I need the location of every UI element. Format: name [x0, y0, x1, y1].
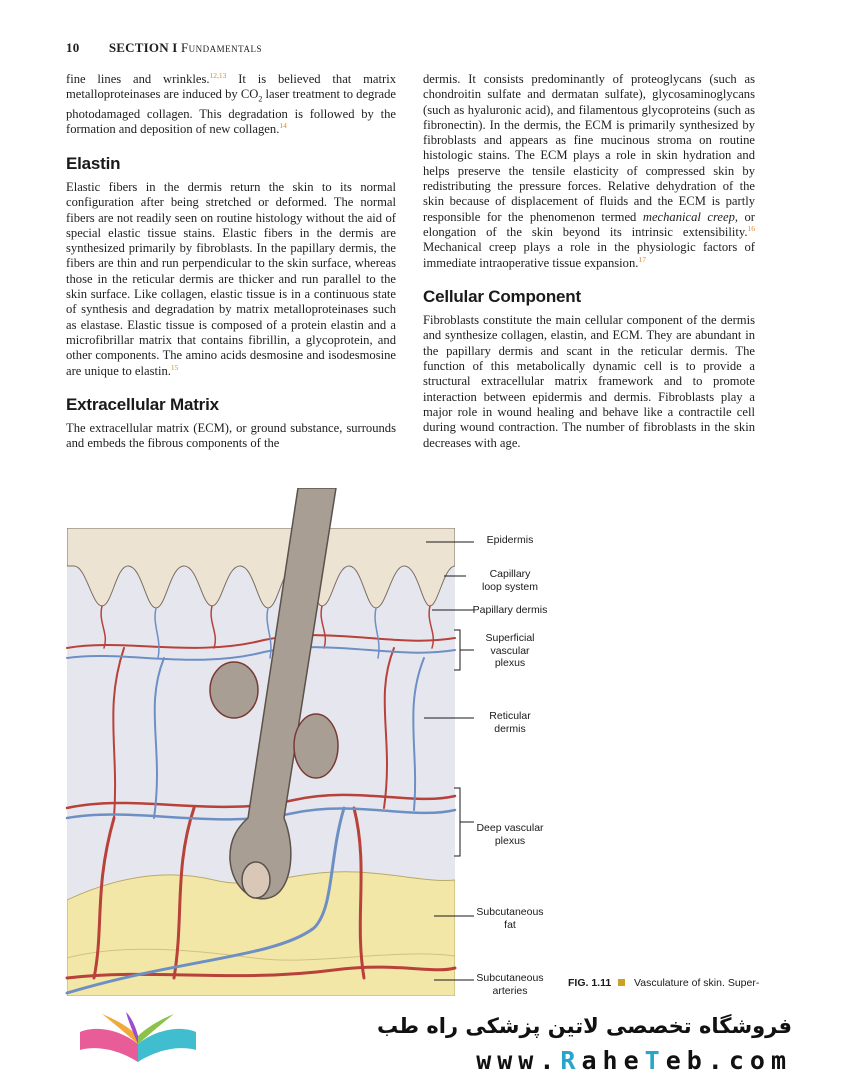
section-label: SECTION I — [108, 40, 178, 55]
caption-square-icon — [618, 979, 625, 986]
cellular-heading: Cellular Component — [423, 286, 581, 306]
skin-vasculature-figure — [34, 488, 810, 996]
page-number: 10 — [66, 40, 80, 55]
label-capillary-loop: Capillary loop system — [481, 568, 539, 593]
ecm-paragraph: The extracellular matrix (ECM), or ground substance, surrounds and embeds the fibrous components of the — [66, 421, 396, 451]
citation-ref: 16 — [747, 223, 755, 233]
citation-ref: 15 — [170, 362, 179, 372]
elastin-paragraph: Elastic fibers in the dermis return the skin to its normal configuration after being stretched or deformed. The normal fibers are not readily seen on routine histology without the aid of special elastic tissue stains. Elastic fibers in the dermis are synthesized primarily by fibroblasts. In the papillary dermis, the fibers are thin and run perpendicular to the skin surface, whereas those in the reticular dermis are thicker and run parallel to the skin surface. Like collagen, elastic tissue is in a continuous state of synthesis and degradation by matrix metalloproteinases such as elastase. Elastic tissue is composed of a protein elastin and a microfibrillar matrix that contains fibrillin, a glycoprotein, and other components. The amino acids desmosine and isodesmosine are unique to elastin.$^{15}$ — [66, 180, 396, 378]
skin-illustration — [34, 488, 810, 996]
figure-caption — [568, 977, 759, 989]
open-book-icon — [76, 1010, 200, 1073]
label-epidermis: Epidermis — [486, 534, 534, 546]
cellular-paragraph: Fibroblasts constitute the main cellular component of the dermis and synthesize collagen, elastin, and ECM. They are abundant in the papillary dermis and scant in the reticular dermis. The function of this metabolically dynamic cell is to provide a structural extracellular matrix framework and to promote interaction between epidermis and dermis. Fibroblasts play a major role in wound healing and behave like a contractile cell during wound contraction. The number of fibroblasts in the skin decreases with age. — [423, 313, 755, 450]
label-papillary-dermis: Papillary dermis — [472, 604, 548, 616]
term-mechanical-creep: mechanical creep — [642, 209, 735, 224]
label-superficial-plexus: Superficial vascular plexus — [485, 632, 535, 669]
label-subcutaneous-arteries: Subcutaneous arteries — [476, 972, 544, 997]
intro-paragraph: fine lines and wrinkles.$^{12,13}$ It is believed that matrix metalloproteinases are induced by $CO_2$ laser treatment to degrade photodamaged collagen. This degradation is followed by the formation and deposition of new collagen.$^{14}$ — [66, 70, 396, 137]
store-url[interactable]: www.RaheTeb.com — [476, 1046, 792, 1075]
caption-text: Vasculature of skin. Super- — [634, 977, 760, 989]
figure-number: FIG. 1.11 — [568, 977, 612, 989]
running-head — [66, 40, 262, 56]
label-subcutaneous-fat: Subcutaneous fat — [476, 906, 544, 931]
elastin-heading: Elastin — [66, 153, 121, 173]
ecm-paragraph-continued: dermis. It consists predominantly of proteoglycans (such as chondroitin sulfate and dermatan sulfate), glycosaminoglycans (such as hyaluronic acid), and filamentous glycoproteins (such as fibronectin). In the dermis, the ECM is primarily synthesized by fibroblasts and appears as fine mucinous stroma on routine histologic stains. The ECM plays a role in skin hydration and helps preserve the tensile elasticity of compressed skin by redistributing the pressure forces. Relative dehydration of the skin because of displacement of fluids and the ECM is partly responsible for the phenomenon termed mechanical creep, or elongation of the skin beyond its intrinsic extensibility.$^{16}$ Mechanical creep plays a role in the physiologic factors of immediate intraoperative tissue expansion.$^{17}$ — [423, 72, 755, 270]
ecm-heading: Extracellular Matrix — [66, 394, 219, 414]
label-deep-plexus: Deep vascular plexus — [476, 822, 544, 847]
citation-ref: 17 — [638, 254, 646, 264]
right-column — [423, 72, 755, 451]
citation-ref: 14 — [279, 121, 287, 131]
citation-ref: 12,13 — [209, 70, 227, 80]
section-name: Fundamentals — [180, 40, 262, 55]
label-reticular-dermis: Reticular dermis — [489, 710, 531, 735]
store-name: فروشگاه تخصصی لاتین پزشکی راه طب — [377, 1014, 792, 1038]
left-column — [66, 72, 396, 452]
